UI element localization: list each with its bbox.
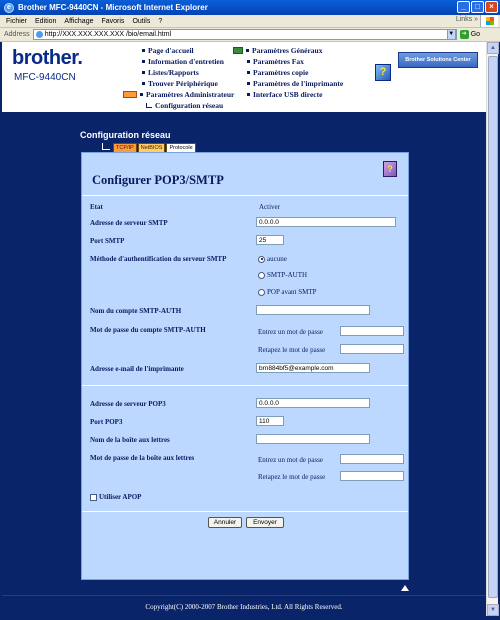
smtp-server-input[interactable] — [256, 217, 396, 227]
pop3-server-label: Adresse de serveur POP3 — [90, 400, 166, 408]
printer-email-input[interactable] — [256, 363, 370, 373]
window-title: Brother MFC-9440CN - Microsoft Internet Explorer — [18, 3, 208, 12]
smtp-port-input[interactable] — [256, 235, 284, 245]
bullet-icon — [246, 49, 249, 52]
pop3-port-input[interactable] — [256, 416, 284, 426]
nav-general-settings[interactable] — [233, 45, 343, 56]
settings-pencil-icon — [233, 47, 243, 54]
menu-file[interactable]: Fichier — [6, 17, 28, 25]
nav-left — [142, 45, 234, 111]
scroll-down-icon[interactable]: ▼ — [487, 604, 499, 616]
go-button[interactable] — [460, 30, 480, 39]
menu-tools[interactable]: Outils — [132, 17, 151, 25]
divider — [82, 195, 408, 196]
radio-icon — [258, 289, 265, 296]
checkbox-icon — [90, 494, 97, 501]
smtp-password-confirm-input[interactable] — [340, 344, 404, 354]
page-icon — [36, 31, 43, 38]
apop-label: Utiliser APOP — [99, 493, 142, 501]
auth-none-label: aucune — [267, 255, 287, 263]
nav-fax-settings[interactable] — [247, 56, 343, 67]
retype-password-label: Retapez le mot de passe — [258, 346, 326, 354]
nav-printer-settings[interactable] — [247, 78, 343, 89]
bullet-icon — [247, 60, 250, 63]
address-dropdown-icon[interactable]: ▼ — [447, 29, 456, 40]
bullet-icon — [247, 93, 250, 96]
section-title: Configuration réseau — [80, 130, 171, 140]
nav-printer-label: Paramètres de l'imprimante — [253, 79, 344, 88]
enter-password-label: Entrez un mot de passe — [258, 328, 323, 336]
bullet-icon — [247, 82, 250, 85]
page-header — [2, 42, 486, 112]
bullet-icon — [142, 82, 145, 85]
pop3-port-label: Port POP3 — [90, 418, 123, 426]
smtp-port-label: Port SMTP — [90, 237, 125, 245]
smtp-account-label: Nom du compte SMTP-AUTH — [90, 307, 182, 315]
smtp-password-input[interactable] — [340, 326, 404, 336]
tab-tcpip[interactable]: TCP/IP — [113, 143, 137, 153]
nav-admin-label: Paramètres Administrateur — [146, 90, 235, 99]
vertical-scrollbar[interactable] — [486, 42, 498, 616]
page-viewport — [2, 42, 486, 616]
mailbox-password-label: Mot de passe de la boîte aux lettres — [90, 454, 195, 462]
window-titlebar — [0, 0, 500, 15]
back-to-top-icon[interactable] — [401, 585, 409, 591]
enter-password-label: Entrez un mot de passe — [258, 456, 323, 464]
mailbox-input[interactable] — [256, 434, 370, 444]
cancel-button[interactable]: Annuler — [208, 517, 242, 528]
address-input[interactable] — [33, 29, 457, 40]
maximize-button[interactable]: □ — [471, 1, 484, 13]
pop3-server-input[interactable] — [256, 398, 370, 408]
links-label: Links — [455, 16, 473, 23]
windows-logo-icon — [480, 15, 498, 27]
submit-button[interactable]: Envoyer — [246, 517, 284, 528]
tree-corner-icon — [102, 143, 110, 150]
nav-usb-interface[interactable] — [247, 89, 343, 100]
bullet-icon — [247, 71, 250, 74]
divider — [82, 511, 408, 512]
nav-copy-settings[interactable] — [247, 67, 343, 78]
tab-protocol[interactable]: Protocole — [166, 143, 195, 153]
minimize-button[interactable]: _ — [457, 1, 470, 13]
nav-network-config[interactable] — [142, 100, 234, 111]
footer-divider — [2, 595, 486, 596]
radio-selected-icon — [258, 256, 265, 263]
nav-maintenance-label: Information d'entretien — [148, 57, 224, 66]
pop3-smtp-panel — [81, 152, 409, 580]
go-arrow-icon: ➔ — [461, 31, 467, 37]
retype-password-label: Retapez le mot de passe — [258, 473, 326, 481]
nav-copy-label: Paramètres copie — [253, 68, 309, 77]
auth-radio-pop-before-smtp[interactable] — [258, 288, 317, 296]
nav-admin-settings[interactable] — [123, 89, 234, 100]
nav-reports-label: Listes/Rapports — [148, 68, 199, 77]
links-toolbar[interactable]: Links » — [455, 16, 478, 23]
status-label: Etat — [90, 203, 103, 211]
solutions-center-button[interactable]: Brother Solutions Center — [398, 52, 478, 68]
nav-general-label: Paramètres Généraux — [252, 46, 323, 55]
bullet-icon — [142, 71, 145, 74]
help-icon[interactable]: ? — [375, 64, 391, 81]
form-help-icon[interactable]: ? — [383, 161, 397, 177]
auth-radio-none[interactable] — [258, 255, 287, 263]
tab-netbios[interactable]: NetBIOS — [138, 143, 166, 153]
tree-corner-icon — [146, 103, 152, 108]
nav-reports[interactable] — [142, 67, 234, 78]
auth-smtp-label: SMTP-AUTH — [267, 271, 308, 279]
mailbox-label: Nom de la boîte aux lettres — [90, 436, 170, 444]
ie-icon: e — [4, 3, 14, 13]
nav-find-device[interactable] — [142, 78, 234, 89]
nav-home-label: Page d'accueil — [148, 46, 194, 55]
bullet-icon — [142, 49, 145, 52]
form-title: Configurer POP3/SMTP — [92, 173, 224, 187]
mailbox-password-confirm-input[interactable] — [340, 471, 404, 481]
apop-checkbox[interactable] — [90, 493, 141, 501]
address-url: http://XXX.XXX.XXX.XXX /bio/email.html — [44, 31, 172, 38]
smtp-account-input[interactable] — [256, 305, 370, 315]
status-value: Activer — [259, 203, 280, 211]
radio-icon — [258, 272, 265, 279]
mailbox-password-input[interactable] — [340, 454, 404, 464]
menu-help[interactable]: ? — [158, 17, 163, 25]
nav-find-device-label: Trouver Périphérique — [148, 79, 218, 88]
menu-favorites[interactable]: Favoris — [101, 17, 125, 25]
nav-network-label: Configuration réseau — [155, 101, 224, 110]
brother-logo: brother. — [12, 47, 83, 69]
address-bar — [0, 28, 500, 42]
scroll-up-icon[interactable]: ▲ — [487, 42, 499, 54]
copyright-text: Copyright(C) 2000-2007 Brother Industries, Ltd. All Rights Reserved. — [145, 603, 343, 611]
go-label: Go — [470, 31, 481, 38]
nav-home[interactable] — [142, 45, 234, 56]
menu-edit[interactable]: Edition — [35, 17, 57, 25]
auth-radio-smtp-auth[interactable] — [258, 271, 307, 279]
nav-usb-label: Interface USB directe — [253, 90, 323, 99]
nav-maintenance[interactable] — [142, 56, 234, 67]
admin-key-icon — [123, 91, 137, 98]
smtp-server-label: Adresse de serveur SMTP — [90, 219, 168, 227]
nav-fax-label: Paramètres Fax — [253, 57, 304, 66]
printer-email-label: Adresse e-mail de l'imprimante — [90, 365, 184, 373]
model-name: MFC-9440CN — [14, 72, 76, 83]
close-button[interactable]: × — [485, 1, 498, 13]
nav-right — [247, 45, 343, 100]
divider — [82, 385, 408, 386]
auth-method-label: Méthode d'authentification du serveur SMTP — [90, 255, 227, 263]
address-label: Address — [4, 31, 30, 38]
scroll-thumb[interactable] — [488, 56, 498, 598]
menu-bar — [0, 15, 500, 28]
auth-pop-label: POP avant SMTP — [267, 288, 317, 296]
smtp-password-label: Mot de passe du compte SMTP-AUTH — [90, 326, 206, 334]
bullet-icon — [140, 93, 143, 96]
menu-view[interactable]: Affichage — [64, 17, 94, 25]
bullet-icon — [142, 60, 145, 63]
